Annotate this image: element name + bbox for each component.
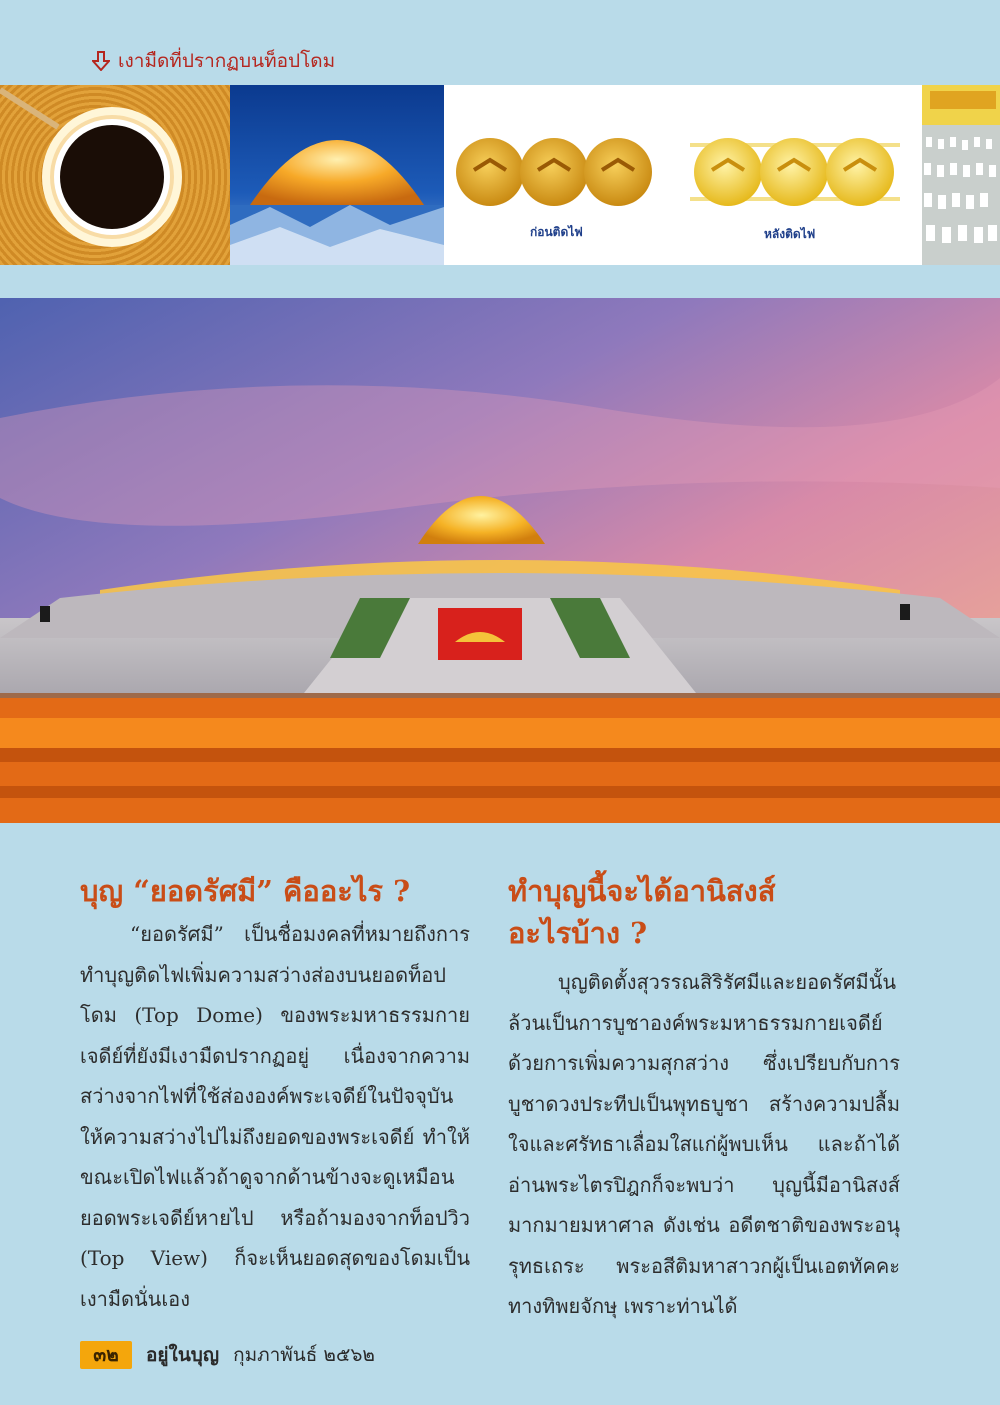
- article-body: บุญติดตั้งสุวรรณสิริรัศมีและยอดรัศมีนั้น ล้วนเป็นการบูชาองค์พระมหาธรรมกายเจดีย์ด้วยการเพิ่มความสุกสว่าง ซึ่งเปรียบกับการบูชาดวงประทีปเป็นพุทธบูชา สร้างความปลื้มใจและศรัทธาเลื่อมใสแก่ผู้พบเห็น และถ้าได้อ่านพระไตรปิฎกก็จะพบว่า บุญนี้มีอานิสงส์มากมายมหาศาล ดังเช่น อดีตชาติของพระอนุรุทธเถระ พระอสีติมหาสาวกผู้เป็นเอตทัคคะทางทิพยจักษุ เพราะท่านได้: [508, 970, 900, 1318]
- photo-caption: [92, 46, 335, 76]
- article-heading: ทำบุญนี้จะได้อานิสงส์อะไรบ้าง ?: [508, 874, 776, 950]
- before-after-comparison: [444, 85, 922, 265]
- dome-night-photo: [230, 85, 444, 265]
- issue-date: กุมภาพันธ์ ๒๕๖๒: [233, 1344, 375, 1366]
- article-heading: บุญ “ยอดรัศมี” คืออะไร ?: [80, 874, 411, 908]
- article-body: “ยอดรัศมี” เป็นชื่อมงคลที่หมายถึงการทำบุญติดไฟเพิ่มความสว่างส่องบนยอดท็อปโดม (Top Dome) ของพระมหาธรรมกายเจดีย์ที่ยังมีเงามืดปรากฏอยู่ เนื่องจากความสว่างจากไฟที่ใช้ส่ององค์พระเจดีย์ในปัจจุบันให้ความสว่างไปไม่ถึงยอดของพระเจดีย์ ทำให้ขณะเปิดไฟแล้วถ้าดูจากด้านข้างจะดูเหมือนยอดพระเจดีย์หายไป หรือถ้ามองจากท็อปวิว (Top View) ก็จะเห็นยอดสุดของโดมเป็นเงามืดนั่นเอง: [80, 922, 470, 1311]
- photo-strip: [0, 85, 1000, 265]
- crowd-photo: [922, 85, 1000, 265]
- page-footer: [80, 1340, 375, 1370]
- article-right: [508, 870, 900, 1327]
- article-left: [80, 870, 470, 1319]
- dome-top-shadow-photo: [0, 85, 230, 265]
- hero-photo: [0, 298, 1000, 823]
- before-lighting-label: ก่อนติดไฟ: [530, 225, 583, 239]
- after-lighting-label: หลังติดไฟ: [764, 227, 816, 241]
- caption-text: เงามืดที่ปรากฏบนท็อปโดม: [118, 50, 336, 72]
- page-number: ๓๒: [80, 1341, 132, 1369]
- arrow-down-icon: [92, 51, 110, 71]
- magazine-name: อยู่ในบุญ: [146, 1344, 220, 1366]
